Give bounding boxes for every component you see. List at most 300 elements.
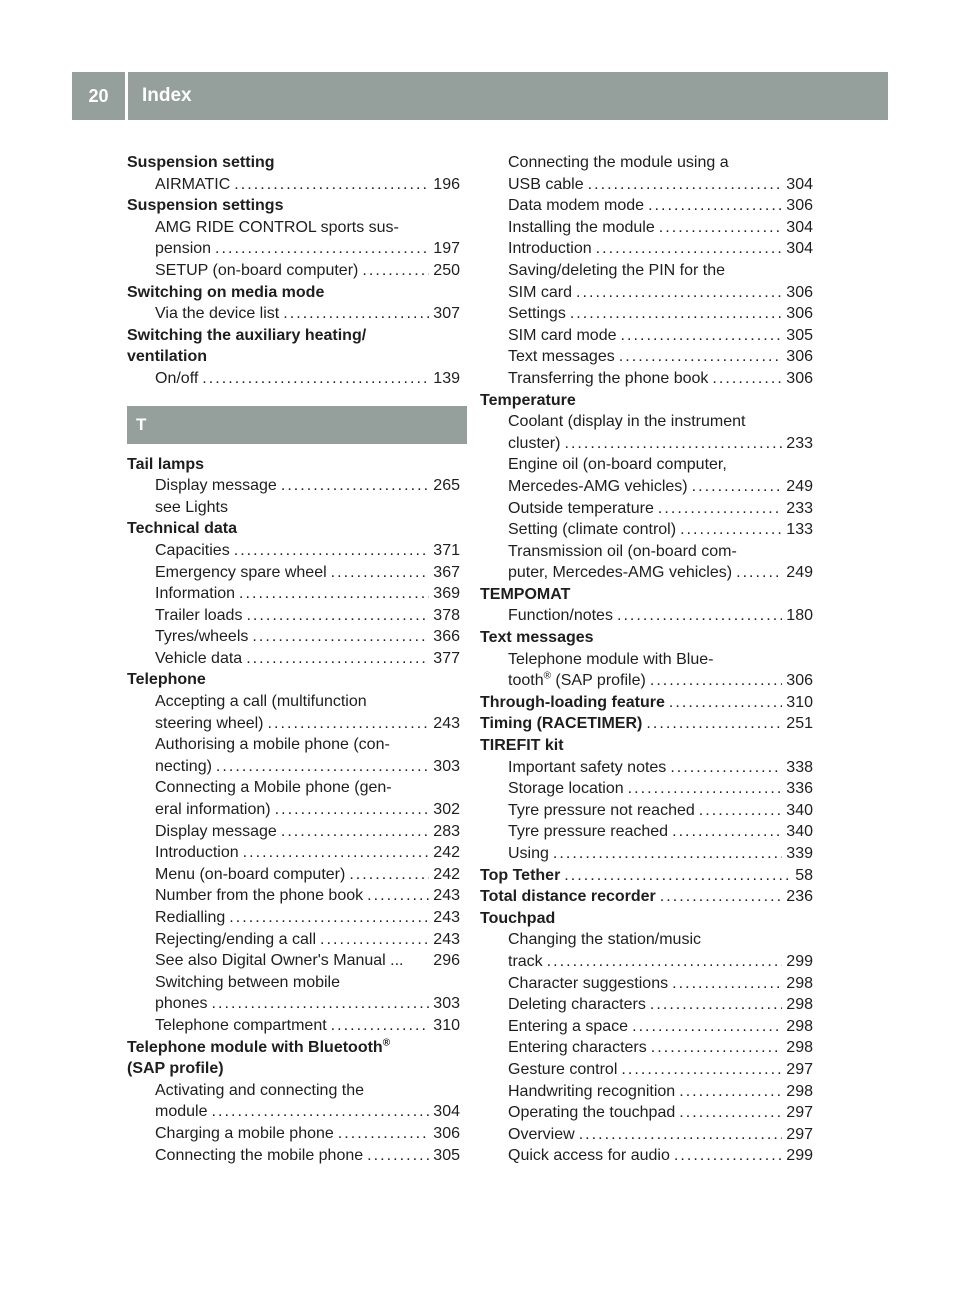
page-reference[interactable]: 306 (786, 197, 813, 215)
index-subentry[interactable] (127, 864, 460, 886)
page-reference[interactable]: 243 (433, 930, 460, 948)
entry-text (508, 411, 745, 433)
entry-text (127, 282, 324, 304)
index-entry-heading (480, 735, 813, 757)
entry-label: AMG RIDE CONTROL sports sus- (155, 218, 399, 236)
dot-leader (564, 433, 782, 455)
page-reference[interactable]: 236 (786, 888, 813, 906)
entry-text (155, 583, 235, 605)
dot-leader (651, 1037, 783, 1059)
page-reference[interactable]: 305 (786, 326, 813, 344)
page-reference[interactable]: 310 (433, 1016, 460, 1034)
index-entry-heading[interactable] (480, 865, 813, 887)
dot-leader (320, 929, 429, 951)
index-subentry[interactable] (480, 821, 813, 843)
entry-text (508, 433, 560, 455)
entry-label: Trailer loads (155, 606, 243, 624)
index-subentry[interactable] (127, 929, 460, 951)
entry-text (508, 476, 688, 498)
entry-text (508, 1145, 670, 1167)
index-subentry[interactable] (480, 973, 813, 995)
page-reference[interactable]: 369 (433, 585, 460, 603)
index-subentry[interactable] (480, 195, 813, 217)
entry-label: Total distance recorder (480, 888, 656, 906)
page-reference[interactable]: 296 (433, 952, 460, 970)
entry-text (155, 605, 242, 627)
page-reference[interactable]: 298 (786, 1017, 813, 1035)
entry-label: Display message (155, 477, 277, 495)
index-subentry[interactable] (127, 260, 460, 282)
entry-label: Outside temperature (508, 499, 654, 517)
entry-label: eral information) (155, 801, 271, 819)
entry-text (155, 217, 399, 239)
index-subentry[interactable] (127, 368, 460, 390)
entry-text (508, 670, 646, 692)
entry-label: Technical data (127, 520, 237, 538)
page-reference[interactable]: 298 (786, 996, 813, 1014)
dot-leader (570, 303, 782, 325)
entry-text (127, 454, 204, 476)
entry-label: Connecting the module using a (508, 154, 729, 171)
page-reference[interactable]: 243 (433, 887, 460, 905)
index-subentry (127, 972, 460, 994)
dot-leader (628, 778, 783, 800)
entry-text (508, 368, 708, 390)
dot-leader (281, 475, 429, 497)
page-reference[interactable]: 249 (786, 477, 813, 495)
entry-text (508, 951, 543, 973)
dot-leader (659, 217, 783, 239)
index-entry-heading (127, 346, 460, 368)
entry-text (155, 1080, 364, 1102)
page-reference[interactable]: 307 (433, 305, 460, 323)
index-subentry[interactable] (127, 1123, 460, 1145)
index-subentry[interactable] (127, 950, 460, 972)
page-header (72, 72, 888, 120)
page-reference[interactable]: 304 (786, 218, 813, 236)
entry-text (155, 691, 367, 713)
index-subentry[interactable] (127, 562, 460, 584)
page-reference[interactable]: 306 (786, 305, 813, 323)
dot-leader (331, 562, 430, 584)
entry-text (155, 993, 208, 1015)
index-subentry[interactable] (480, 1145, 813, 1167)
entry-text (155, 1015, 327, 1037)
page-reference[interactable]: 339 (786, 845, 813, 862)
index-subentry[interactable] (480, 238, 813, 260)
page-reference[interactable]: 298 (786, 974, 813, 992)
entry-label: Tyres/wheels (155, 628, 249, 646)
dot-leader (338, 1123, 430, 1145)
index-subentry (480, 929, 813, 951)
entry-text (127, 152, 275, 174)
entry-label: Through-loading feature (480, 693, 665, 711)
index-entry-heading (127, 195, 460, 217)
page-reference[interactable]: 58 (795, 866, 813, 884)
entry-text (508, 994, 646, 1016)
entry-label: Menu (on-board computer) (155, 865, 346, 883)
page-reference[interactable]: 243 (433, 714, 460, 732)
entry-text (508, 325, 616, 347)
index-subentry[interactable] (127, 1015, 460, 1037)
index-entry-heading (480, 627, 813, 649)
index-subentry (480, 541, 813, 563)
index-subentry[interactable] (480, 843, 813, 865)
index-subentry[interactable] (480, 1037, 813, 1059)
index-subentry[interactable] (127, 799, 460, 821)
entry-text (508, 454, 727, 476)
dot-leader (246, 648, 429, 670)
index-subentry[interactable] (127, 885, 460, 907)
page-reference[interactable]: 310 (786, 693, 813, 711)
index-subentry[interactable] (480, 346, 813, 368)
index-subentry[interactable] (480, 217, 813, 239)
entry-text (155, 238, 211, 260)
index-subentry[interactable] (127, 1145, 460, 1167)
entry-text (508, 238, 592, 260)
page-reference[interactable]: 367 (433, 563, 460, 581)
entry-text (508, 519, 676, 541)
entry-text (480, 908, 555, 930)
dot-leader (239, 583, 429, 605)
entry-text (155, 303, 279, 325)
entry-text (155, 842, 239, 864)
entry-text (155, 368, 198, 390)
index-subentry[interactable] (480, 605, 813, 627)
index-subentry[interactable] (480, 1124, 813, 1146)
index-subentry[interactable] (480, 800, 813, 822)
index-entry-heading (127, 325, 460, 347)
index-subentry[interactable] (127, 821, 460, 843)
entry-text (155, 562, 327, 584)
entry-text (155, 1145, 363, 1167)
dot-leader (669, 692, 782, 714)
dot-leader (672, 821, 782, 843)
index-subentry[interactable] (127, 756, 460, 778)
entry-label: Timing (RACETIMER) (480, 715, 643, 733)
dot-leader (699, 800, 783, 822)
page-reference[interactable]: 250 (433, 261, 460, 279)
page-reference[interactable]: 306 (433, 1124, 460, 1142)
entry-text (155, 972, 340, 994)
entry-label: Data modem mode (508, 197, 645, 215)
entry-text (155, 756, 212, 778)
page-reference[interactable]: 305 (433, 1146, 460, 1164)
dot-leader (564, 865, 791, 887)
entry-text (508, 605, 613, 627)
page-reference[interactable]: 371 (433, 541, 460, 559)
entry-text (480, 713, 642, 735)
index-subentry[interactable] (480, 174, 813, 196)
index-subentry[interactable] (480, 951, 813, 973)
page-reference[interactable]: 366 (433, 628, 460, 646)
dot-leader (246, 605, 429, 627)
dot-leader (674, 1145, 782, 1167)
page-reference[interactable]: 336 (786, 780, 813, 798)
index-entry-heading[interactable] (480, 713, 813, 735)
page-reference[interactable]: 304 (786, 175, 813, 193)
dot-leader (229, 907, 429, 929)
index-subentry[interactable] (480, 670, 813, 692)
index-subentry[interactable] (127, 1101, 460, 1123)
entry-label: Capacities (155, 541, 230, 559)
index-subentry[interactable] (480, 994, 813, 1016)
entry-label: Introduction (508, 240, 592, 258)
page-reference[interactable]: 377 (433, 649, 460, 667)
entry-text (155, 950, 404, 972)
entry-label: Number from the phone book (155, 887, 364, 905)
dot-leader (331, 1015, 430, 1037)
entry-label: Entering characters (508, 1039, 647, 1057)
index-subentry[interactable] (480, 519, 813, 541)
section-title: Index (142, 85, 192, 106)
entry-text (480, 692, 665, 714)
dot-leader (252, 626, 429, 648)
entry-text (508, 1102, 675, 1124)
page-reference[interactable]: 303 (433, 995, 460, 1013)
page-reference[interactable]: 338 (786, 758, 813, 776)
page-reference[interactable]: 340 (786, 801, 813, 819)
entry-label: Important safety notes (508, 758, 667, 776)
dot-leader (553, 843, 782, 865)
page-reference[interactable]: 378 (433, 606, 460, 624)
entry-label: Telephone module with Blue- (508, 650, 714, 668)
entry-label: track (508, 952, 543, 970)
entry-label: Switching between mobile (155, 973, 340, 991)
index-subentry[interactable] (127, 475, 460, 497)
entry-label: Operating the touchpad (508, 1104, 676, 1122)
index-subentry (127, 217, 460, 239)
entry-text (155, 648, 242, 670)
entry-label: TEMPOMAT (480, 585, 571, 603)
index-subentry[interactable] (480, 1081, 813, 1103)
index-subentry (127, 497, 460, 519)
entry-text (155, 260, 358, 282)
dot-leader (617, 605, 782, 627)
index-subentry[interactable] (127, 648, 460, 670)
dot-leader (281, 821, 429, 843)
page-reference[interactable]: 297 (786, 1125, 813, 1143)
entry-text (155, 540, 230, 562)
index-subentry[interactable] (127, 583, 460, 605)
dot-leader (596, 238, 783, 260)
index-subentry[interactable] (480, 757, 813, 779)
entry-text (155, 885, 363, 907)
index-subentry[interactable] (480, 433, 813, 455)
index-subentry[interactable] (480, 368, 813, 390)
entry-text (508, 346, 615, 368)
entry-text (508, 562, 732, 584)
page-reference[interactable]: 303 (433, 757, 460, 775)
dot-leader (268, 713, 430, 735)
dot-leader (619, 346, 783, 368)
entry-label: Setting (climate control) (508, 521, 677, 539)
entry-text (480, 735, 564, 757)
dot-leader (212, 993, 430, 1015)
index-entry-heading[interactable] (480, 692, 813, 714)
index-subentry[interactable] (480, 303, 813, 325)
entry-label: Connecting the mobile phone (155, 1146, 364, 1164)
page-number: 20 (88, 85, 109, 106)
page-reference[interactable]: 243 (433, 909, 460, 926)
entry-label: Engine oil (on-board computer, (508, 456, 727, 474)
entry-label: Text messages (508, 348, 615, 366)
page-reference[interactable]: 306 (786, 369, 813, 387)
entry-label: Touchpad (480, 909, 556, 927)
entry-label: Suspension settings (127, 197, 284, 215)
dot-leader (632, 1016, 782, 1038)
entry-text (155, 1123, 334, 1145)
entry-label: Settings (508, 305, 566, 323)
dot-leader (216, 756, 429, 778)
index-subentry[interactable] (127, 993, 460, 1015)
index-subentry[interactable] (480, 1102, 813, 1124)
entry-label: see Lights (155, 498, 228, 516)
index-subentry[interactable] (127, 626, 460, 648)
dot-leader (650, 670, 782, 692)
entry-text (508, 1037, 647, 1059)
index-entry-heading (127, 454, 460, 476)
index-entry-heading[interactable] (480, 886, 813, 908)
index-subentry (127, 734, 460, 756)
index-subentry[interactable] (480, 562, 813, 584)
entry-label: Storage location (508, 780, 624, 798)
entry-label: Quick access for audio (508, 1147, 670, 1165)
dot-leader (660, 886, 783, 908)
entry-label: Rejecting/ending a call (155, 930, 316, 948)
entry-text (155, 821, 277, 843)
page-reference[interactable]: 249 (786, 564, 813, 582)
entry-label: Entering a space (508, 1017, 629, 1035)
page-reference[interactable]: 233 (786, 434, 813, 452)
dot-leader (679, 1081, 782, 1103)
entry-text (155, 929, 316, 951)
registered-mark: ® (543, 670, 551, 682)
page-reference[interactable]: 196 (433, 175, 460, 193)
entry-label: Handwriting recognition (508, 1082, 676, 1100)
header-divider (125, 72, 128, 120)
index-subentry[interactable] (127, 907, 460, 929)
entry-text (508, 174, 584, 196)
page-reference[interactable]: 297 (786, 1104, 813, 1122)
page-reference[interactable]: 242 (433, 844, 460, 862)
entry-label: Via the device list (155, 305, 280, 323)
dot-leader (211, 1101, 429, 1123)
page-reference[interactable]: 242 (433, 865, 460, 883)
entry-label: Redialling (155, 909, 226, 926)
index-subentry[interactable] (480, 1016, 813, 1038)
index-subentry[interactable] (127, 238, 460, 260)
page-reference[interactable]: 299 (786, 952, 813, 970)
entry-label: Information (155, 585, 236, 603)
entry-text (508, 929, 701, 951)
entry-text (508, 757, 666, 779)
page-reference[interactable]: 265 (433, 477, 460, 495)
index-subentry (480, 454, 813, 476)
entry-label: Charging a mobile phone (155, 1124, 334, 1142)
entry-text (508, 1016, 628, 1038)
dot-leader (650, 994, 782, 1016)
index-entry-heading (480, 584, 813, 606)
dot-leader (680, 519, 782, 541)
entry-text (508, 541, 737, 563)
entry-label: Vehicle data (155, 649, 243, 667)
index-subentry (127, 1080, 460, 1102)
page-reference[interactable]: 298 (786, 1039, 813, 1057)
entry-text (155, 475, 277, 497)
index-entry-heading (127, 518, 460, 540)
index-entry-heading (127, 669, 460, 691)
index-subentry[interactable] (480, 282, 813, 304)
dot-leader (712, 368, 782, 390)
index-subentry (480, 649, 813, 671)
index-subentry[interactable] (127, 842, 460, 864)
page-reference[interactable]: 297 (786, 1060, 813, 1078)
index-subentry[interactable] (127, 540, 460, 562)
page-reference[interactable]: 306 (786, 348, 813, 366)
page-reference[interactable]: 299 (786, 1147, 813, 1165)
entry-label: Transmission oil (on-board com- (508, 542, 737, 560)
page-reference[interactable]: 139 (433, 369, 460, 387)
index-subentry[interactable] (480, 498, 813, 520)
page-reference[interactable]: 133 (786, 521, 813, 539)
index-subentry (127, 691, 460, 713)
page-reference[interactable]: 304 (433, 1103, 460, 1121)
index-subentry[interactable] (480, 778, 813, 800)
entry-label: Gesture control (508, 1060, 618, 1078)
index-subentry[interactable] (480, 476, 813, 498)
entry-text (508, 1124, 575, 1146)
entry-text (155, 907, 225, 929)
page-reference[interactable]: 197 (433, 240, 460, 258)
dot-leader (588, 174, 783, 196)
index-entry-heading (127, 1037, 460, 1059)
page-reference[interactable]: 306 (786, 672, 813, 690)
dot-leader (658, 498, 782, 520)
page-reference[interactable]: 233 (786, 499, 813, 517)
page-reference[interactable]: 304 (786, 240, 813, 258)
entry-text (508, 260, 725, 282)
entry-label: Telephone compartment (155, 1016, 327, 1034)
entry-label: pension (155, 240, 212, 258)
page-reference[interactable]: 180 (786, 607, 813, 625)
index-subentry[interactable] (480, 1059, 813, 1081)
page-reference[interactable]: 302 (433, 801, 460, 819)
entry-label: Display message (155, 822, 277, 840)
index-subentry[interactable] (480, 325, 813, 347)
dot-leader (576, 282, 782, 304)
entry-label: Authorising a mobile phone (con- (155, 736, 390, 754)
entry-label: Mercedes-AMG vehicles) (508, 477, 688, 495)
page-reference[interactable]: 251 (786, 715, 813, 733)
index-subentry[interactable] (127, 174, 460, 196)
entry-label-continued: (SAP profile) (550, 672, 646, 690)
page-reference[interactable]: 306 (786, 283, 813, 301)
entry-label: Changing the station/music (508, 931, 701, 949)
page-reference[interactable]: 283 (433, 822, 460, 840)
index-subentry[interactable] (127, 713, 460, 735)
index-subentry[interactable] (127, 605, 460, 627)
page-reference[interactable]: 340 (786, 823, 813, 841)
index-subentry[interactable] (127, 303, 460, 325)
entry-text (480, 584, 570, 606)
entry-label: Activating and connecting the (155, 1081, 365, 1099)
entry-label: Telephone (127, 671, 206, 689)
entry-label: Switching on media mode (127, 283, 325, 301)
dot-leader (679, 1102, 782, 1124)
entry-label: necting) (155, 757, 212, 775)
page-reference[interactable]: 298 (786, 1082, 813, 1100)
